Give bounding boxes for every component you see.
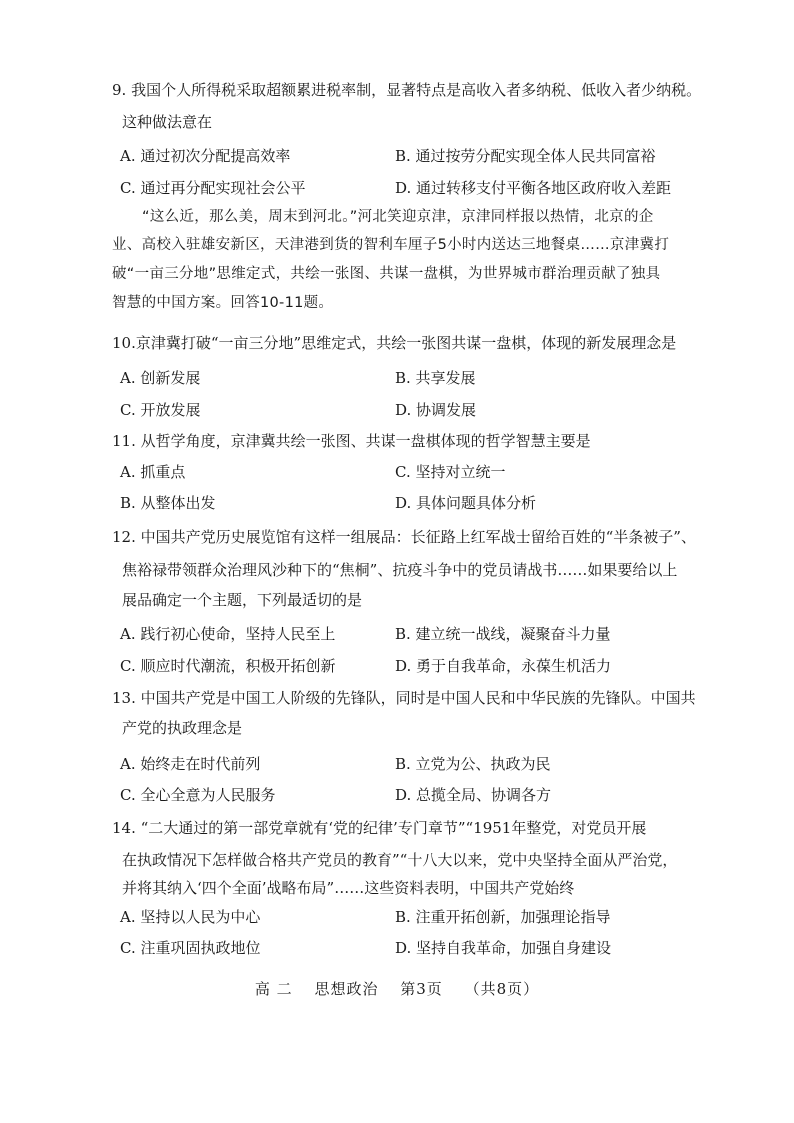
q13-option-a: A. 始终走在时代前列 — [120, 755, 261, 773]
q11-stem: 11. 从哲学角度，京津冀共绘一张图、共谋一盘棋体现的哲学智慧主要是 — [112, 432, 591, 450]
q10-option-b: B. 共享发展 — [395, 369, 476, 387]
q10-stem: 10.京津冀打破“一亩三分地”思维定式，共绘一张图共谋一盘棋，体现的新发展理念是 — [112, 334, 677, 352]
q11-option-a: A. 抓重点 — [120, 463, 186, 481]
q11-option-b: B. 从整体出发 — [120, 494, 216, 512]
q14-stem: 14. “二大通过的第一部党章就有‘党的纪律’专门章节”“1951年整党，对党员开展 — [112, 819, 647, 837]
q13-option-c: C. 全心全意为人民服务 — [120, 786, 276, 804]
q14-option-d: D. 坚持自我革命，加强自身建设 — [395, 939, 612, 957]
q9-option-d: D. 通过转移支付平衡各地区政府收入差距 — [395, 179, 672, 197]
page-footer — [0, 978, 794, 999]
q13-stem-cont: 产党的执政理念是 — [122, 719, 243, 737]
q10-option-d: D. 协调发展 — [395, 401, 477, 419]
q9-stem: 9. 我国个人所得税采取超额累进税率制，显著特点是高收入者多纳税、低收入者少纳税。 — [112, 81, 702, 99]
q12-option-c: C. 顺应时代潮流，积极开拓创新 — [120, 657, 336, 675]
q10-option-c: C. 开放发展 — [120, 401, 201, 419]
passage-line-3: 破“一亩三分地”思维定式，共绘一张图、共谋一盘棋，为世界城市群治理贡献了独具 — [112, 266, 661, 282]
passage-line-1: “这么近，那么美，周末到河北。”河北笑迎京津，京津同样报以热情，北京的企 — [142, 209, 654, 225]
q13-option-b: B. 立党为公、执政为民 — [395, 755, 551, 773]
q11-option-c: C. 坚持对立统一 — [395, 463, 506, 481]
passage-line-4: 智慧的中国方案。回答10-11题。 — [112, 295, 334, 311]
footer-subject: 思想政治 — [314, 980, 379, 998]
q12-option-d: D. 勇于自我革命，永葆生机活力 — [395, 657, 612, 675]
q14-option-b: B. 注重开拓创新，加强理论指导 — [395, 908, 611, 926]
q14-stem-cont-2: 并将其纳入‘四个全面’战略布局”……这些资料表明，中国共产党始终 — [122, 879, 575, 897]
passage-line-2: 业、高校入驻雄安新区，天津港到货的智利车厘子5小时内送达三地餐桌……京津冀打 — [112, 237, 670, 253]
q12-stem-cont-1: 焦裕禄带领群众治理风沙种下的“焦桐”、抗疫斗争中的党员请战书……如果要给以上 — [122, 561, 678, 579]
q9-option-c: C. 通过再分配实现社会公平 — [120, 179, 306, 197]
q12-stem: 12. 中国共产党历史展览馆有这样一组展品：长征路上红军战士留给百姓的“半条被子”、 — [112, 528, 696, 546]
q13-stem: 13. 中国共产党是中国工人阶级的先锋队，同时是中国人民和中华民族的先锋队。中国共 — [112, 689, 696, 707]
q11-option-d: D. 具体问题具体分析 — [395, 494, 537, 512]
q13-option-d: D. 总揽全局、协调各方 — [395, 786, 552, 804]
q9-stem-cont: 这种做法意在 — [122, 113, 213, 131]
q12-option-b: B. 建立统一战线，凝聚奋斗力量 — [395, 625, 611, 643]
q14-stem-cont-1: 在执政情况下怎样做合格共产党员的教育”“十八大以来，党中央坚持全面从严治党， — [122, 851, 678, 869]
q14-option-c: C. 注重巩固执政地位 — [120, 939, 261, 957]
q12-stem-cont-2: 展品确定一个主题，下列最适切的是 — [122, 591, 363, 609]
q9-option-a: A. 通过初次分配提高效率 — [120, 147, 291, 165]
q12-option-a: A. 践行初心使命，坚持人民至上 — [120, 625, 336, 643]
q9-option-b: B. 通过按劳分配实现全体人民共同富裕 — [395, 147, 656, 165]
footer-page-number: 第3页 — [400, 980, 443, 998]
q14-option-a: A. 坚持以人民为中心 — [120, 908, 261, 926]
q10-option-a: A. 创新发展 — [120, 369, 201, 387]
footer-grade: 高 二 — [254, 980, 293, 998]
footer-total-pages: （共8页） — [464, 980, 540, 998]
